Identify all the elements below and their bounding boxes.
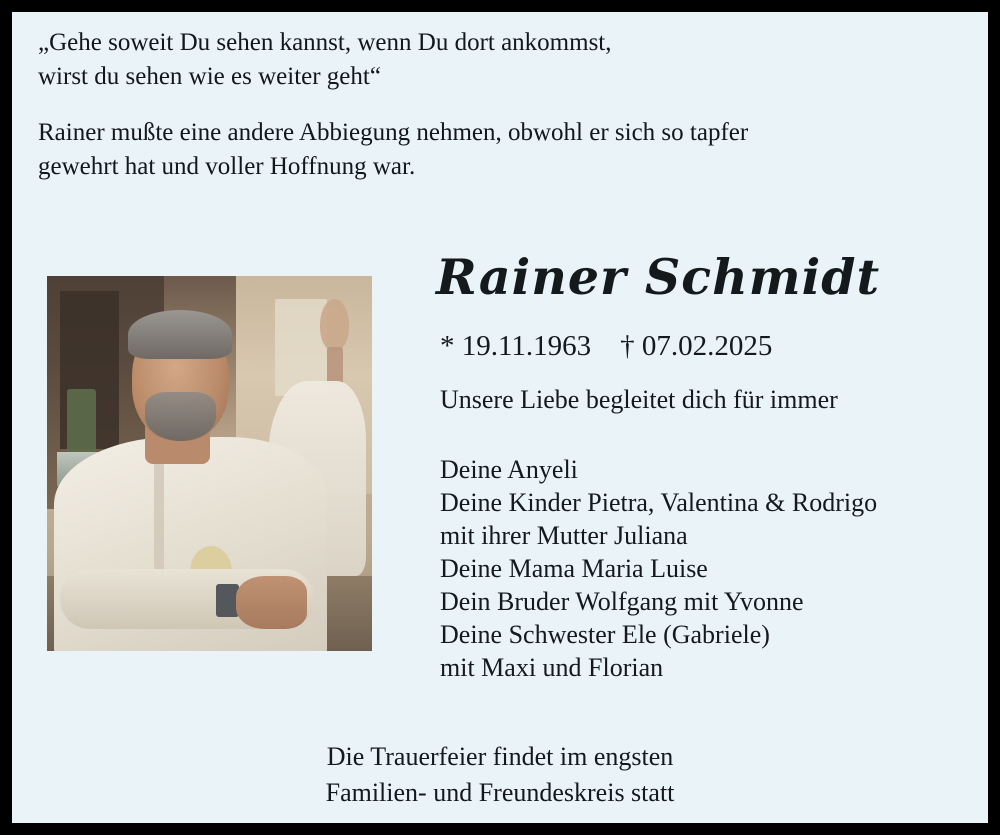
- memorial-motto: Unsere Liebe begleitet dich für immer: [440, 385, 838, 414]
- family-line-5: Dein Bruder Wolfgang mit Yvonne: [440, 587, 804, 616]
- intro-line-2: gewehrt hat und voller Hoffnung war.: [38, 153, 416, 180]
- family-line-2: Deine Kinder Pietra, Valentina & Rodrigo: [440, 488, 878, 517]
- obituary-card: [12, 12, 988, 823]
- photo-man-hair: [128, 310, 232, 359]
- family-line-3: mit ihrer Mutter Juliana: [440, 521, 688, 550]
- ceremony-line-2: Familien- und Freundeskreis statt: [325, 778, 675, 807]
- family-line-1: Deine Anyeli: [440, 455, 578, 484]
- intro-line-1: Rainer mußte eine andere Abbiegung nehmen, obwohl er sich so tapfer: [38, 119, 749, 146]
- ceremony-line-1: Die Trauerfeier findet im engsten: [326, 742, 674, 771]
- quote-line-2: wirst du sehen wie es weiter geht“: [38, 63, 381, 90]
- photo-man-hand: [236, 576, 308, 629]
- photo-wall-decoration-small: [327, 347, 343, 385]
- portrait-photo: [47, 276, 372, 651]
- family-line-7: mit Maxi und Florian: [440, 653, 664, 682]
- ceremony-note: [12, 739, 988, 811]
- photo-wall-decoration: [320, 299, 349, 352]
- family-line-4: Deine Mama Maria Luise: [440, 554, 708, 583]
- quote-block: [38, 26, 958, 94]
- family-list: [440, 453, 877, 684]
- intro-block: [38, 116, 958, 184]
- deceased-name: Rainer Schmidt: [436, 248, 881, 306]
- life-dates: * 19.11.1963 † 07.02.2025: [440, 330, 773, 362]
- photo-green-object: [67, 389, 96, 457]
- quote-line-1: „Gehe soweit Du sehen kannst, wenn Du dort ankommst,: [38, 29, 612, 56]
- family-line-6: Deine Schwester Ele (Gabriele): [440, 620, 770, 649]
- photo-man-beard: [145, 392, 217, 441]
